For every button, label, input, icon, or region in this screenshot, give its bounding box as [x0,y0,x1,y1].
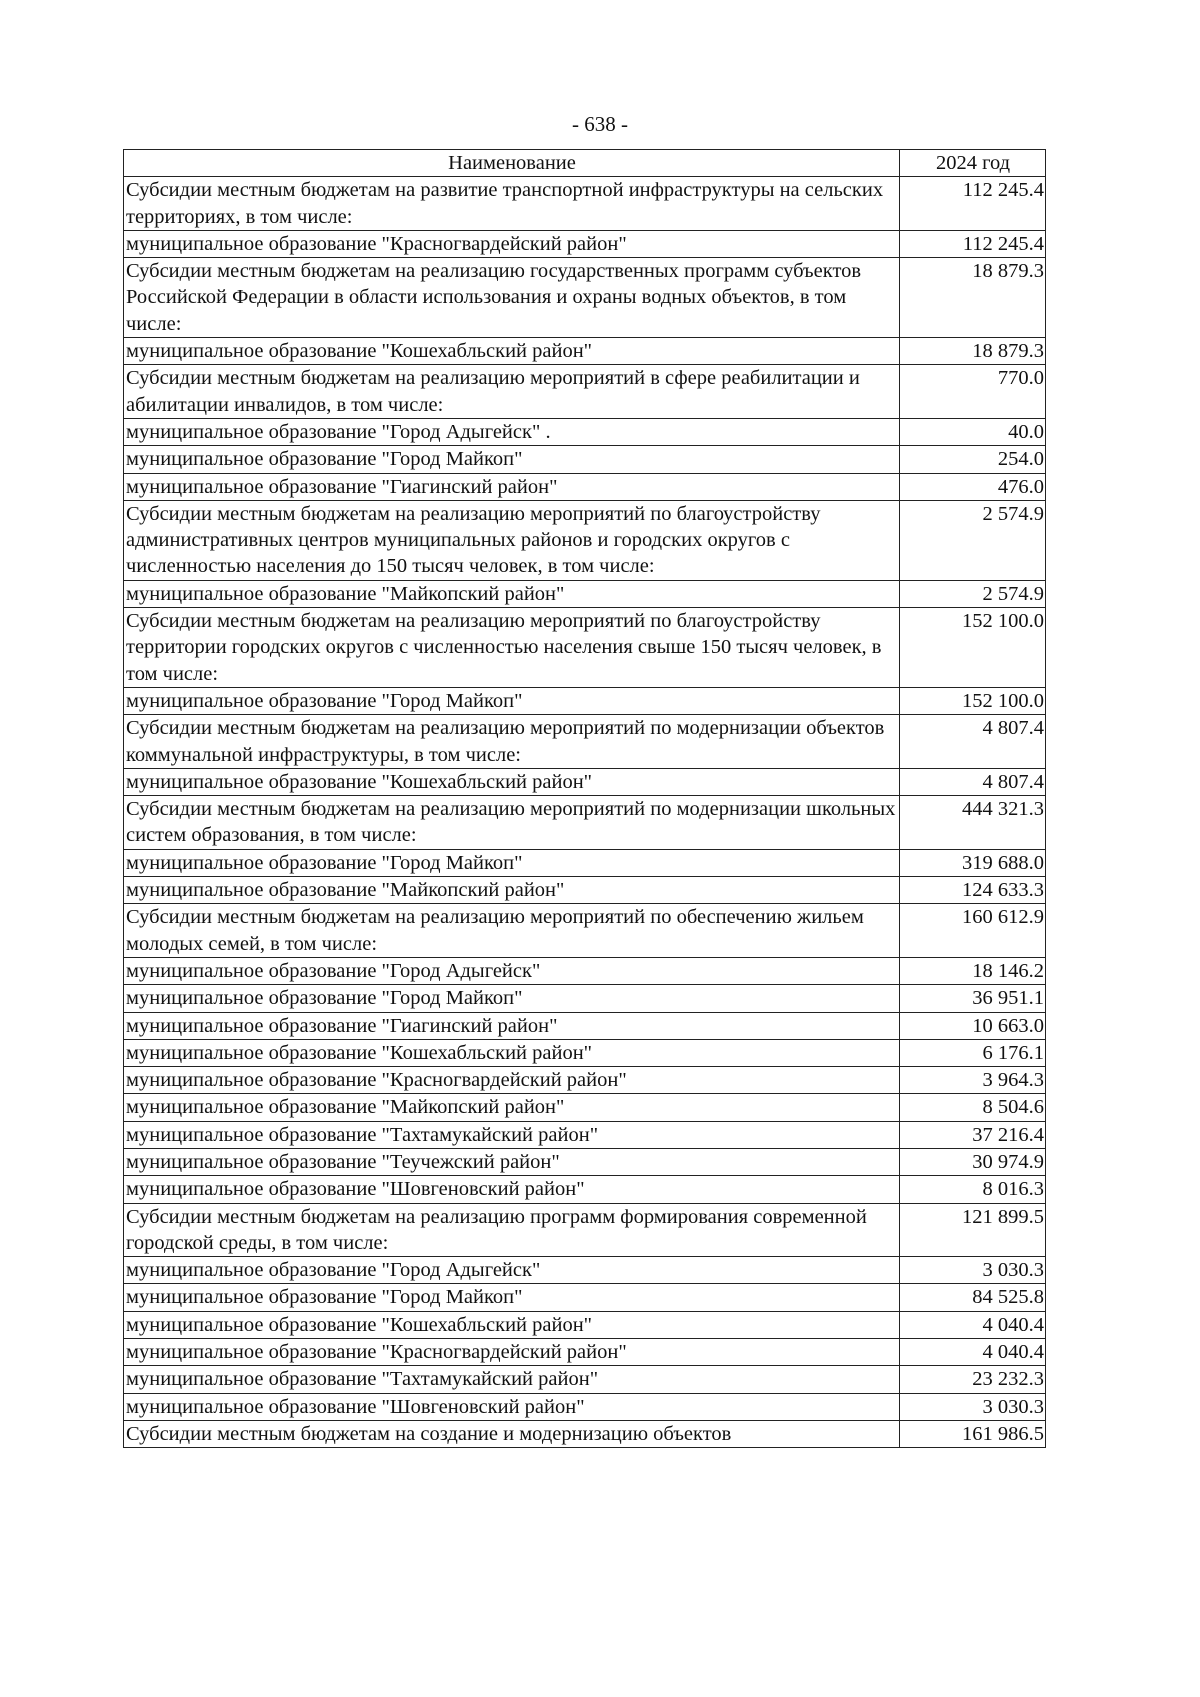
municipality-name-cell: муниципальное образование "Шовгеновский район" [124,1176,900,1203]
amount-cell: 152 100.0 [900,608,1046,688]
municipality-name-cell: муниципальное образование "Майкопский район" [124,877,900,904]
amount-cell: 160 612.9 [900,904,1046,958]
amount-cell: 4 807.4 [900,768,1046,795]
table-row [124,1094,1046,1121]
municipality-name-cell: муниципальное образование "Майкопский район" [124,1094,900,1121]
amount-cell: 8 016.3 [900,1176,1046,1203]
table-row [124,1121,1046,1148]
column-header-name: Наименование [124,150,900,177]
subsidy-name-cell: Субсидии местным бюджетам на реализацию мероприятий по обеспечению жильем молодых семей, в том числе: [124,904,900,958]
amount-cell: 3 964.3 [900,1067,1046,1094]
table-row [124,957,1046,984]
table-row [124,500,1046,580]
table-row [124,446,1046,473]
amount-cell: 8 504.6 [900,1094,1046,1121]
table-row [124,877,1046,904]
municipality-name-cell: муниципальное образование "Красногвардейский район" [124,1067,900,1094]
municipality-name-cell: муниципальное образование "Город Майкоп" [124,1284,900,1311]
amount-cell: 161 986.5 [900,1420,1046,1447]
table-row [124,1420,1046,1447]
table-row [124,365,1046,419]
amount-cell: 770.0 [900,365,1046,419]
table-row [124,1012,1046,1039]
subsidy-name-cell: Субсидии местным бюджетам на создание и модернизацию объектов [124,1420,900,1447]
table-row [124,1257,1046,1284]
table-row [124,338,1046,365]
table-row [124,768,1046,795]
amount-cell: 3 030.3 [900,1257,1046,1284]
table-body [124,177,1046,1448]
table-row [124,1284,1046,1311]
amount-cell: 2 574.9 [900,500,1046,580]
table-row [124,1366,1046,1393]
table-row [124,230,1046,257]
municipality-name-cell: муниципальное образование "Гиагинский район" [124,1012,900,1039]
amount-cell: 37 216.4 [900,1121,1046,1148]
budget-table [123,149,1046,1448]
municipality-name-cell: муниципальное образование "Город Майкоп" [124,849,900,876]
amount-cell: 3 030.3 [900,1393,1046,1420]
amount-cell: 18 879.3 [900,258,1046,338]
municipality-name-cell: муниципальное образование "Гиагинский район" [124,473,900,500]
amount-cell: 112 245.4 [900,177,1046,231]
table-row [124,1148,1046,1175]
amount-cell: 84 525.8 [900,1284,1046,1311]
amount-cell: 476.0 [900,473,1046,500]
table-row [124,1339,1046,1366]
table-row [124,687,1046,714]
municipality-name-cell: муниципальное образование "Кошехабльский район" [124,768,900,795]
column-header-year: 2024 год [900,150,1046,177]
table-row [124,580,1046,607]
table-row [124,1393,1046,1420]
amount-cell: 2 574.9 [900,580,1046,607]
amount-cell: 112 245.4 [900,230,1046,257]
amount-cell: 36 951.1 [900,985,1046,1012]
subsidy-name-cell: Субсидии местным бюджетам на реализацию мероприятий по модернизации школьных систем образования, в том числе: [124,796,900,850]
table-row [124,715,1046,769]
municipality-name-cell: муниципальное образование "Теучежский район" [124,1148,900,1175]
table-row [124,418,1046,445]
municipality-name-cell: муниципальное образование "Город Адыгейск" . [124,418,900,445]
table-row [124,849,1046,876]
municipality-name-cell: муниципальное образование "Тахтамукайский район" [124,1121,900,1148]
table-row [124,1176,1046,1203]
amount-cell: 40.0 [900,418,1046,445]
amount-cell: 444 321.3 [900,796,1046,850]
municipality-name-cell: муниципальное образование "Кошехабльский район" [124,1311,900,1338]
table-row [124,1203,1046,1257]
subsidy-name-cell: Субсидии местным бюджетам на реализацию мероприятий по благоустройству территории городских округов с численностью населения свыше 150 тысяч человек, в том числе: [124,608,900,688]
table-row [124,473,1046,500]
amount-cell: 18 146.2 [900,957,1046,984]
municipality-name-cell: муниципальное образование "Тахтамукайский район" [124,1366,900,1393]
municipality-name-cell: муниципальное образование "Кошехабльский район" [124,338,900,365]
subsidy-name-cell: Субсидии местным бюджетам на реализацию программ формирования современной городской среды, в том числе: [124,1203,900,1257]
subsidy-name-cell: Субсидии местным бюджетам на реализацию мероприятий по благоустройству административных центров муниципальных районов и городских округов с численностью населения до 150 тысяч человек, в том числе: [124,500,900,580]
amount-cell: 30 974.9 [900,1148,1046,1175]
municipality-name-cell: муниципальное образование "Город Майкоп" [124,687,900,714]
amount-cell: 10 663.0 [900,1012,1046,1039]
municipality-name-cell: муниципальное образование "Майкопский район" [124,580,900,607]
amount-cell: 4 807.4 [900,715,1046,769]
municipality-name-cell: муниципальное образование "Красногвардейский район" [124,1339,900,1366]
page-number: - 638 - [572,112,628,136]
table-row [124,608,1046,688]
municipality-name-cell: муниципальное образование "Город Адыгейск" [124,1257,900,1284]
table-row [124,1067,1046,1094]
table-row [124,1311,1046,1338]
subsidy-name-cell: Субсидии местным бюджетам на реализацию мероприятий в сфере реабилитации и абилитации инвалидов, в том числе: [124,365,900,419]
municipality-name-cell: муниципальное образование "Красногвардейский район" [124,230,900,257]
municipality-name-cell: муниципальное образование "Кошехабльский район" [124,1039,900,1066]
table-row [124,985,1046,1012]
amount-cell: 4 040.4 [900,1311,1046,1338]
amount-cell: 18 879.3 [900,338,1046,365]
table-row [124,1039,1046,1066]
table-header-row [124,150,1046,177]
municipality-name-cell: муниципальное образование "Город Майкоп" [124,446,900,473]
amount-cell: 124 633.3 [900,877,1046,904]
municipality-name-cell: муниципальное образование "Шовгеновский район" [124,1393,900,1420]
municipality-name-cell: муниципальное образование "Город Адыгейск" [124,957,900,984]
amount-cell: 4 040.4 [900,1339,1046,1366]
amount-cell: 319 688.0 [900,849,1046,876]
table-row [124,258,1046,338]
amount-cell: 6 176.1 [900,1039,1046,1066]
subsidy-name-cell: Субсидии местным бюджетам на развитие транспортной инфраструктуры на сельских территориях, в том числе: [124,177,900,231]
table-row [124,177,1046,231]
subsidy-name-cell: Субсидии местным бюджетам на реализацию государственных программ субъектов Российской Федерации в области использования и охраны водных объектов, в том числе: [124,258,900,338]
table-row [124,796,1046,850]
amount-cell: 121 899.5 [900,1203,1046,1257]
amount-cell: 23 232.3 [900,1366,1046,1393]
municipality-name-cell: муниципальное образование "Город Майкоп" [124,985,900,1012]
subsidy-name-cell: Субсидии местным бюджетам на реализацию мероприятий по модернизации объектов коммунальной инфраструктуры, в том числе: [124,715,900,769]
amount-cell: 254.0 [900,446,1046,473]
amount-cell: 152 100.0 [900,687,1046,714]
table-row [124,904,1046,958]
